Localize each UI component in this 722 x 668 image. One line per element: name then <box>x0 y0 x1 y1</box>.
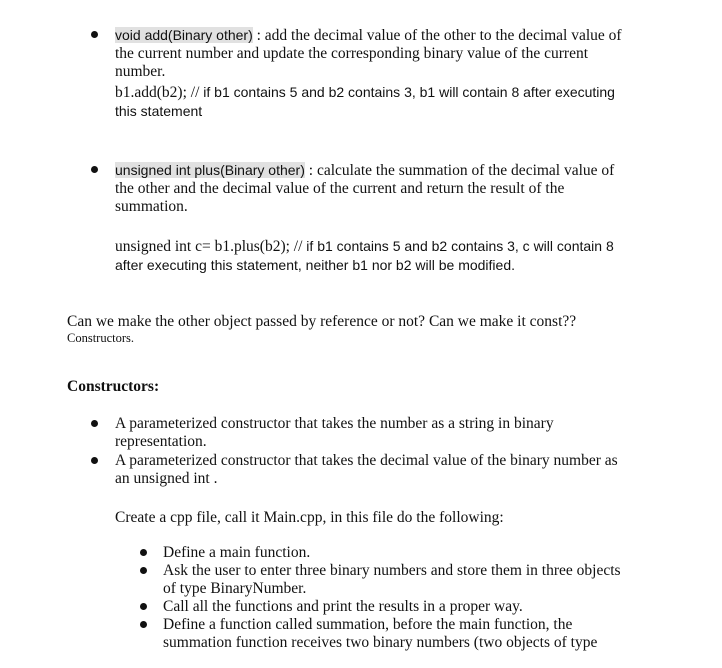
method-plus-description <box>115 161 715 216</box>
constructors-heading: Constructors: <box>67 378 160 395</box>
bullet-dot <box>91 420 98 427</box>
method-plus-line3: summation. <box>115 198 188 215</box>
bullet-dot <box>91 166 98 173</box>
example-comment-cont: this statement <box>115 103 203 119</box>
bullet-dot <box>91 31 98 38</box>
method-add-signature: void add(Binary other) <box>115 27 253 43</box>
main-cpp-item: Define a function called summation, before the main function, the summation function receives two binary numbers (two objects of type <box>163 616 598 651</box>
example-comment: if b1 contains 5 and b2 contains 3, c will contain 8 <box>302 238 614 254</box>
method-plus-example <box>115 237 715 275</box>
constructor-item: A parameterized constructor that takes the decimal value of the binary number as an unsigned int . <box>115 452 618 487</box>
method-add-line3: number. <box>115 63 166 80</box>
question-subline: Constructors. <box>67 331 135 345</box>
main-cpp-intro: Create a cpp file, call it Main.cpp, in this file do the following: <box>115 509 504 526</box>
example-code: unsigned int c= b1.plus(b2); // <box>115 238 303 255</box>
example-code: b1.add(b2); // <box>115 84 200 101</box>
method-add-description <box>115 26 715 81</box>
bullet-dot <box>140 549 147 556</box>
method-plus-signature: unsigned int plus(Binary other) <box>115 162 305 178</box>
bullet-dot <box>91 457 98 464</box>
constructor-item: A parameterized constructor that takes the number as a string in binary representation. <box>115 415 554 450</box>
bullet-dot <box>140 567 147 574</box>
method-plus-line1: unsigned int plus(Binary other) : calculate the summation of the decimal value of <box>115 162 615 179</box>
example-comment: if b1 contains 5 and b2 contains 3, b1 will contain 8 after executing <box>199 84 615 100</box>
main-cpp-item: Define a main function. <box>163 544 311 561</box>
bullet-dot <box>140 603 147 610</box>
example-comment-cont: after executing this statement, neither b1 nor b2 will be modified. <box>115 257 515 273</box>
bullet-dot <box>140 621 147 628</box>
method-plus-line2: the other and the decimal value of the current and return the result of the <box>115 180 565 197</box>
main-cpp-item: Call all the functions and print the results in a proper way. <box>163 598 523 615</box>
method-add-line2: the current number and update the corresponding binary value of the current <box>115 45 588 62</box>
question-line: Can we make the other object passed by reference or not? Can we make it const?? <box>67 313 577 330</box>
method-add-example <box>115 83 715 121</box>
method-add-line1: void add(Binary other) : add the decimal value of the other to the decimal value of <box>115 27 622 44</box>
main-cpp-item: Ask the user to enter three binary numbers and store them in three objects of type BinaryNumber. <box>163 562 621 597</box>
